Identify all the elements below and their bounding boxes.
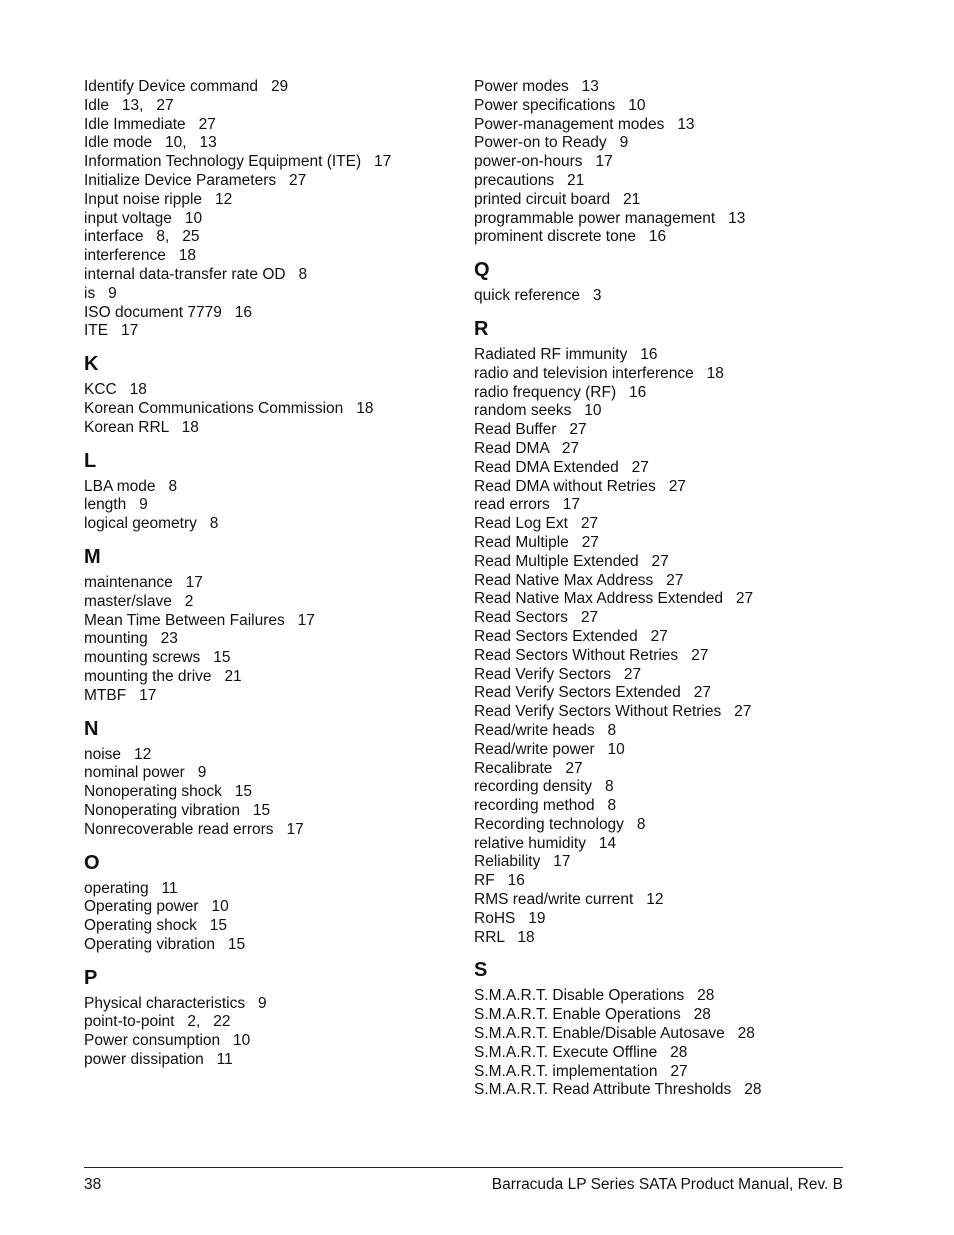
index-entry: Reliability 17 (474, 853, 571, 871)
index-entry: Idle 13, 27 (84, 96, 174, 114)
index-entry: noise 12 (84, 745, 152, 763)
index-column-right (474, 78, 894, 1100)
index-entry: Operating vibration 15 (84, 935, 246, 953)
index-entry: Nonoperating shock 15 (84, 783, 253, 801)
index-entry: Initialize Device Parameters 27 (84, 171, 307, 189)
index-letter-heading: N (84, 717, 99, 740)
index-entry: MTBF 17 (84, 686, 157, 704)
index-entry: internal data-transfer rate OD 8 (84, 265, 308, 283)
index-letter-heading: Q (474, 259, 490, 282)
index-entry: power dissipation 11 (84, 1051, 233, 1069)
index-entry: Read Verify Sectors 27 (474, 665, 642, 683)
index-entry: ISO document 7779 16 (84, 303, 253, 321)
index-letter-heading: L (84, 449, 97, 472)
index-letter-heading: S (474, 959, 488, 982)
index-entry: read errors 17 (474, 496, 580, 514)
index-entry: Read Verify Sectors Without Retries 27 (474, 703, 752, 721)
index-entry: Operating power 10 (84, 898, 229, 916)
page-number: 38 (84, 1176, 102, 1193)
index-entry: recording density 8 (474, 778, 614, 796)
index-entry: RF 16 (474, 872, 525, 890)
index-entry: Read Multiple 27 (474, 533, 599, 551)
index-entry: Korean Communications Commission 18 (84, 399, 374, 417)
index-entry: Input noise ripple 12 (84, 190, 233, 208)
index-entry: radio frequency (RF) 16 (474, 383, 647, 401)
index-entry: Power-on to Ready 9 (474, 134, 629, 152)
index-entry: Read DMA Extended 27 (474, 458, 649, 476)
index-entry: prominent discrete tone 16 (474, 228, 667, 246)
index-entry: Read Sectors Without Retries 27 (474, 646, 709, 664)
index-entry: LBA mode 8 (84, 477, 178, 495)
index-entry: master/slave 2 (84, 592, 194, 610)
index-entry: Recording technology 8 (474, 815, 646, 833)
index-entry: interference 18 (84, 247, 197, 265)
index-entry: interface 8, 25 (84, 228, 200, 246)
index-letter-heading: R (474, 317, 489, 340)
index-entry: Read/write heads 8 (474, 721, 617, 739)
index-entry: Information Technology Equipment (ITE) 17 (84, 153, 392, 171)
index-letter-heading: P (84, 966, 98, 989)
index-entry: maintenance 17 (84, 573, 203, 591)
index-entry: mounting the drive 21 (84, 667, 242, 685)
footer-divider (84, 1167, 843, 1168)
index-letter-heading: O (84, 851, 100, 874)
index-entry: ITE 17 (84, 322, 139, 340)
index-letter-heading: M (84, 545, 101, 568)
index-letter-heading: K (84, 353, 99, 376)
index-entry: Read Sectors 27 (474, 609, 599, 627)
index-entry: Power-management modes 13 (474, 115, 695, 133)
manual-title: Barracuda LP Series SATA Product Manual, Rev. B (491, 1176, 843, 1193)
index-entry: S.M.A.R.T. Enable Operations 28 (474, 1006, 711, 1024)
index-entry: S.M.A.R.T. Disable Operations 28 (474, 987, 715, 1005)
index-entry: logical geometry 8 (84, 515, 219, 533)
index-entry: Idle mode 10, 13 (84, 134, 217, 152)
index-entry: mounting screws 15 (84, 649, 231, 667)
index-entry: printed circuit board 21 (474, 190, 641, 208)
index-entry: random seeks 10 (474, 402, 602, 420)
index-entry: relative humidity 14 (474, 834, 617, 852)
index-entry: Read Native Max Address Extended 27 (474, 590, 754, 608)
index-entry: S.M.A.R.T. Enable/Disable Autosave 28 (474, 1025, 755, 1043)
index-entry: mounting 23 (84, 630, 178, 648)
index-entry: Korean RRL 18 (84, 418, 199, 436)
index-entry: Read Native Max Address 27 (474, 571, 684, 589)
index-entry: Operating shock 15 (84, 917, 228, 935)
index-entry: Power specifications 10 (474, 96, 646, 114)
index-entry: Mean Time Between Failures 17 (84, 611, 315, 629)
index-entry: point-to-point 2, 22 (84, 1013, 231, 1031)
index-entry: quick reference 3 (474, 287, 602, 305)
index-entry: power-on-hours 17 (474, 153, 613, 171)
index-entry: Nonoperating vibration 15 (84, 801, 271, 819)
index-entry: is 9 (84, 284, 117, 302)
index-entry: Radiated RF immunity 16 (474, 345, 658, 363)
index-entry: Read Multiple Extended 27 (474, 552, 669, 570)
index-column-left (84, 78, 464, 1070)
index-entry: precautions 21 (474, 171, 585, 189)
index-entry: Read Verify Sectors Extended 27 (474, 684, 711, 702)
index-entry: nominal power 9 (84, 764, 207, 782)
index-entry: Read Sectors Extended 27 (474, 627, 668, 645)
index-entry: recording method 8 (474, 797, 617, 815)
index-entry: S.M.A.R.T. Execute Offline 28 (474, 1043, 688, 1061)
index-entry: KCC 18 (84, 381, 147, 399)
index-entry: Recalibrate 27 (474, 759, 583, 777)
index-entry: Read DMA without Retries 27 (474, 477, 686, 495)
index-entry: Read/write power 10 (474, 740, 625, 758)
index-entry: programmable power management 13 (474, 209, 746, 227)
index-entry: RRL 18 (474, 928, 535, 946)
index-entry: RoHS 19 (474, 909, 546, 927)
index-entry: Idle Immediate 27 (84, 115, 216, 133)
index-entry: Read Buffer 27 (474, 421, 587, 439)
index-entry: operating 11 (84, 879, 178, 897)
index-entry: RMS read/write current 12 (474, 891, 664, 909)
index-entry: S.M.A.R.T. Read Attribute Thresholds 28 (474, 1081, 762, 1099)
index-entry: Read DMA 27 (474, 439, 580, 457)
index-entry: S.M.A.R.T. implementation 27 (474, 1062, 688, 1080)
index-entry: radio and television interference 18 (474, 364, 724, 382)
index-entry: Power modes 13 (474, 78, 599, 95)
index-entry: Nonrecoverable read errors 17 (84, 820, 304, 838)
index-entry: Physical characteristics 9 (84, 994, 267, 1012)
index-entry: Power consumption 10 (84, 1032, 251, 1050)
index-entry: length 9 (84, 496, 148, 514)
index-entry: Identify Device command 29 (84, 78, 289, 95)
index-entry: Read Log Ext 27 (474, 515, 599, 533)
index-entry: input voltage 10 (84, 209, 203, 227)
